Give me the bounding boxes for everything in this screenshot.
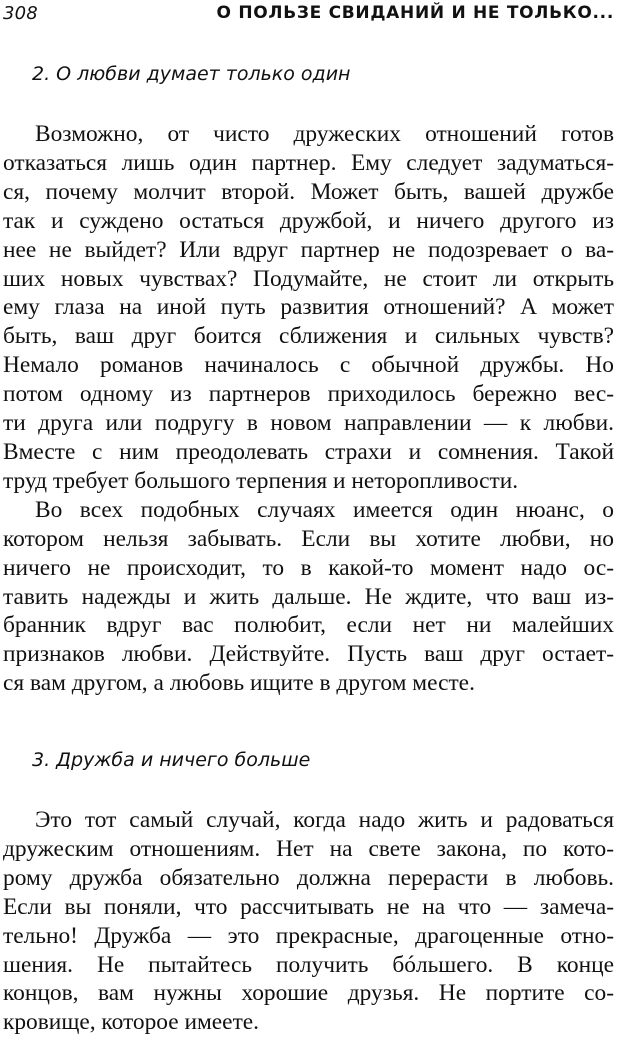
paragraph	[3, 120, 614, 496]
text-line: тавить надежды и жить дальше. Не ждите, что ваш из-	[3, 583, 614, 610]
text-line: Возможно, от чисто дружеских отношений готов	[35, 121, 614, 147]
page-header	[3, 0, 614, 30]
text-line: отказаться лишь один партнер. Ему следует задуматься-	[3, 149, 614, 176]
text-line: Если вы поняли, что рассчитывать не на что — замеча-	[3, 893, 614, 920]
text-line: Во всех подобных случаях имеется один нюанс, о	[35, 496, 614, 523]
text-line: признаков любви. Действуйте. Пусть ваш друг остает-	[3, 641, 614, 668]
paragraph	[3, 806, 614, 1037]
text-line: ти друга или подругу в новом направлении — к любви.	[3, 410, 614, 437]
text-line: концов, вам нужны хорошие друзья. Не портите со-	[3, 980, 614, 1007]
text-line: тельно! Дружба — это прекрасные, драгоценные отно-	[3, 922, 614, 949]
text-line: ся, почему молчит второй. Может быть, вашей дружбе	[3, 178, 614, 205]
text-line: рому дружба обязательно должна перерасти в любовь.	[3, 864, 614, 891]
text-line: быть, ваш друг боится сближения и сильных чувств?	[3, 323, 614, 350]
text-line: потом одному из партнеров приходилось бережно вес-	[3, 381, 614, 408]
text-line: ших новых чувствах? Подумайте, не стоит ли открыть	[3, 265, 614, 292]
text-line: нее не выйдет? Или вдруг партнер не подозревает о ва-	[3, 236, 614, 263]
paragraph	[3, 496, 614, 698]
text-line: бранник вдруг вас полюбит, если нет ни малейших	[3, 612, 614, 639]
text-line: ему глаза на иной путь развития отношений? А может	[3, 294, 614, 321]
section-2-body	[3, 120, 614, 698]
section-heading-3: 3. Дружба и ничего больше	[32, 749, 311, 771]
section-3-body	[3, 806, 614, 1037]
text-line: Немало романов начиналось с обычной дружбы. Но	[3, 352, 614, 379]
text-line: котором нельзя забывать. Если вы хотите любви, но	[3, 525, 614, 552]
text-line: ся вам другом, а любовь ищите в другом месте.	[3, 670, 475, 697]
section-heading-2: 2. О любви думает только один	[32, 63, 351, 85]
text-line: так и суждено остаться дружбой, и ничего другого из	[3, 207, 614, 234]
text-line: труд требует большого терпения и неторопливости.	[3, 467, 519, 494]
page-number: 308	[3, 3, 38, 24]
text-line: Вместе с ним преодолевать страхи и сомнения. Такой	[3, 438, 614, 465]
text-line: дружеским отношениям. Нет на свете закона, по кото-	[3, 835, 614, 862]
running-title: О ПОЛЬЗЕ СВИДАНИЙ И НЕ ТОЛЬКО...	[216, 3, 614, 23]
text-line: Это тот самый случай, когда надо жить и радоваться	[35, 807, 614, 833]
text-line: ничего не происходит, то в какой-то момент надо ос-	[3, 554, 614, 581]
text-line: шения. Не пытайтесь получить бóльшего. В конце	[3, 951, 614, 978]
text-line: кровище, которое имеете.	[3, 1009, 260, 1036]
